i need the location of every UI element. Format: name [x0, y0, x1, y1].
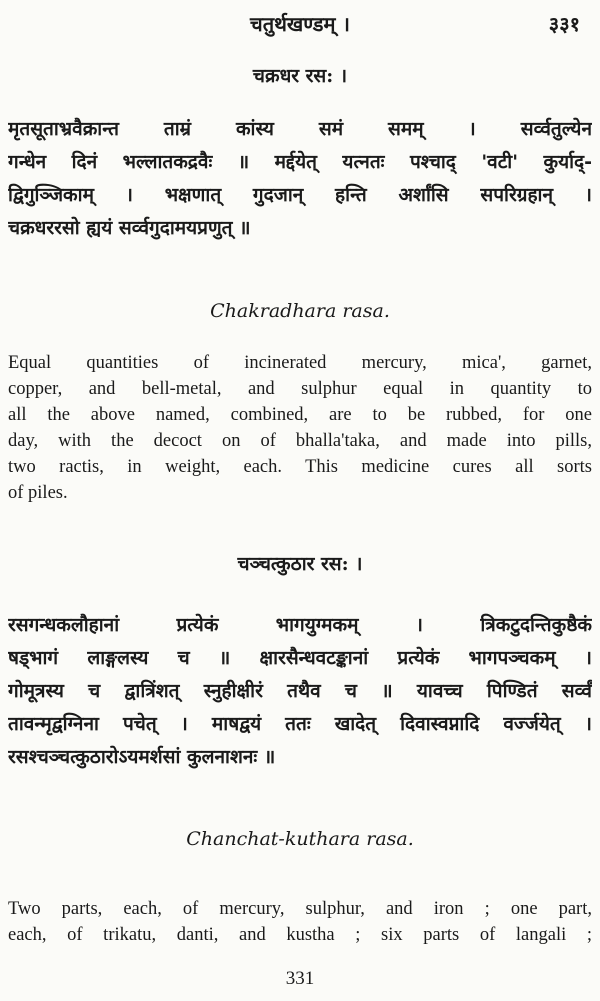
- verse-line: षड्भागं लाङ्गलस्य च ॥ क्षारसैन्धवटङ्कानां प्रत्येकं भागपञ्चकम् ।: [8, 647, 592, 669]
- page-number: 331: [285, 968, 315, 989]
- translation-chanchat-kuthara: [8, 896, 592, 948]
- verse-line: मृतसूताभ्रवैक्रान्त ताम्रं कांस्य समं समम् । सर्व्वतुल्येन: [8, 118, 592, 140]
- translation-line: each, of trikatu, danti, and kustha ; six parts of langali ;: [8, 925, 592, 945]
- translation-line: all the above named, combined, are to be rubbed, for one: [8, 405, 592, 425]
- translation-line: two ractis, in weight, each. This medicine cures all sorts: [8, 457, 592, 477]
- sanskrit-verse-chanchat-kuthara: [8, 609, 592, 774]
- verse-line: द्विगुञ्जिकाम् । भक्षणात् गुदजान् हन्ति अर्शांसि सपरिग्रहान् ।: [8, 184, 592, 206]
- sanskrit-verse-chakradhara: [8, 113, 592, 245]
- page-number-devanagari: ३३१: [548, 12, 580, 36]
- verse-line: गन्धेन दिनं भल्लातकद्रवैः ॥ मर्द्दयेत् यत्नतः पश्चाद् 'वटी' कुर्याद्-: [8, 151, 592, 173]
- section-title-chakradhara: Chakradhara rasa.: [210, 300, 390, 322]
- translation-line: of piles.: [8, 483, 68, 503]
- page-header: [0, 10, 600, 40]
- section-heading-chakradhara: चक्रधर रस: ।: [252, 65, 348, 87]
- running-head: चतुर्थखण्डम् ।: [250, 12, 350, 36]
- verse-line: रसगन्धकलौहानां प्रत्येकं भागयुग्मकम् । त्रिकटुदन्तिकुष्ठैकं: [8, 614, 592, 636]
- section-heading-chanchat-kuthara: चञ्चत्कुठार रस: ।: [237, 553, 363, 575]
- translation-line: Two parts, each, of mercury, sulphur, and iron ; one part,: [8, 899, 592, 919]
- verse-line: तावन्मृद्वग्निना पचेत् । माषद्वयं ततः खादेत् दिवास्वप्नादि वर्ज्जयेत् ।: [8, 713, 592, 735]
- verse-line: रसश्चञ्चत्कुठारोऽयमर्शसां कुलनाशनः ॥: [8, 746, 276, 768]
- translation-line: copper, and bell-metal, and sulphur equal in quantity to: [8, 379, 592, 399]
- verse-line: गोमूत्रस्य च द्वात्रिंशत् स्नुहीक्षीरं तथैव च ॥ यावच्च पिण्डितं सर्व्वं: [8, 680, 592, 702]
- verse-line: चक्रधररसो ह्ययं सर्व्वगुदामयप्रणुत् ॥: [8, 217, 251, 239]
- translation-chakradhara: [8, 350, 592, 506]
- section-title-chanchat-kuthara: Chanchat-kuthara rasa.: [186, 828, 414, 850]
- translation-line: day, with the decoct on of bhalla'taka, and made into pills,: [8, 431, 592, 451]
- translation-line: Equal quantities of incinerated mercury, mica', garnet,: [8, 353, 592, 373]
